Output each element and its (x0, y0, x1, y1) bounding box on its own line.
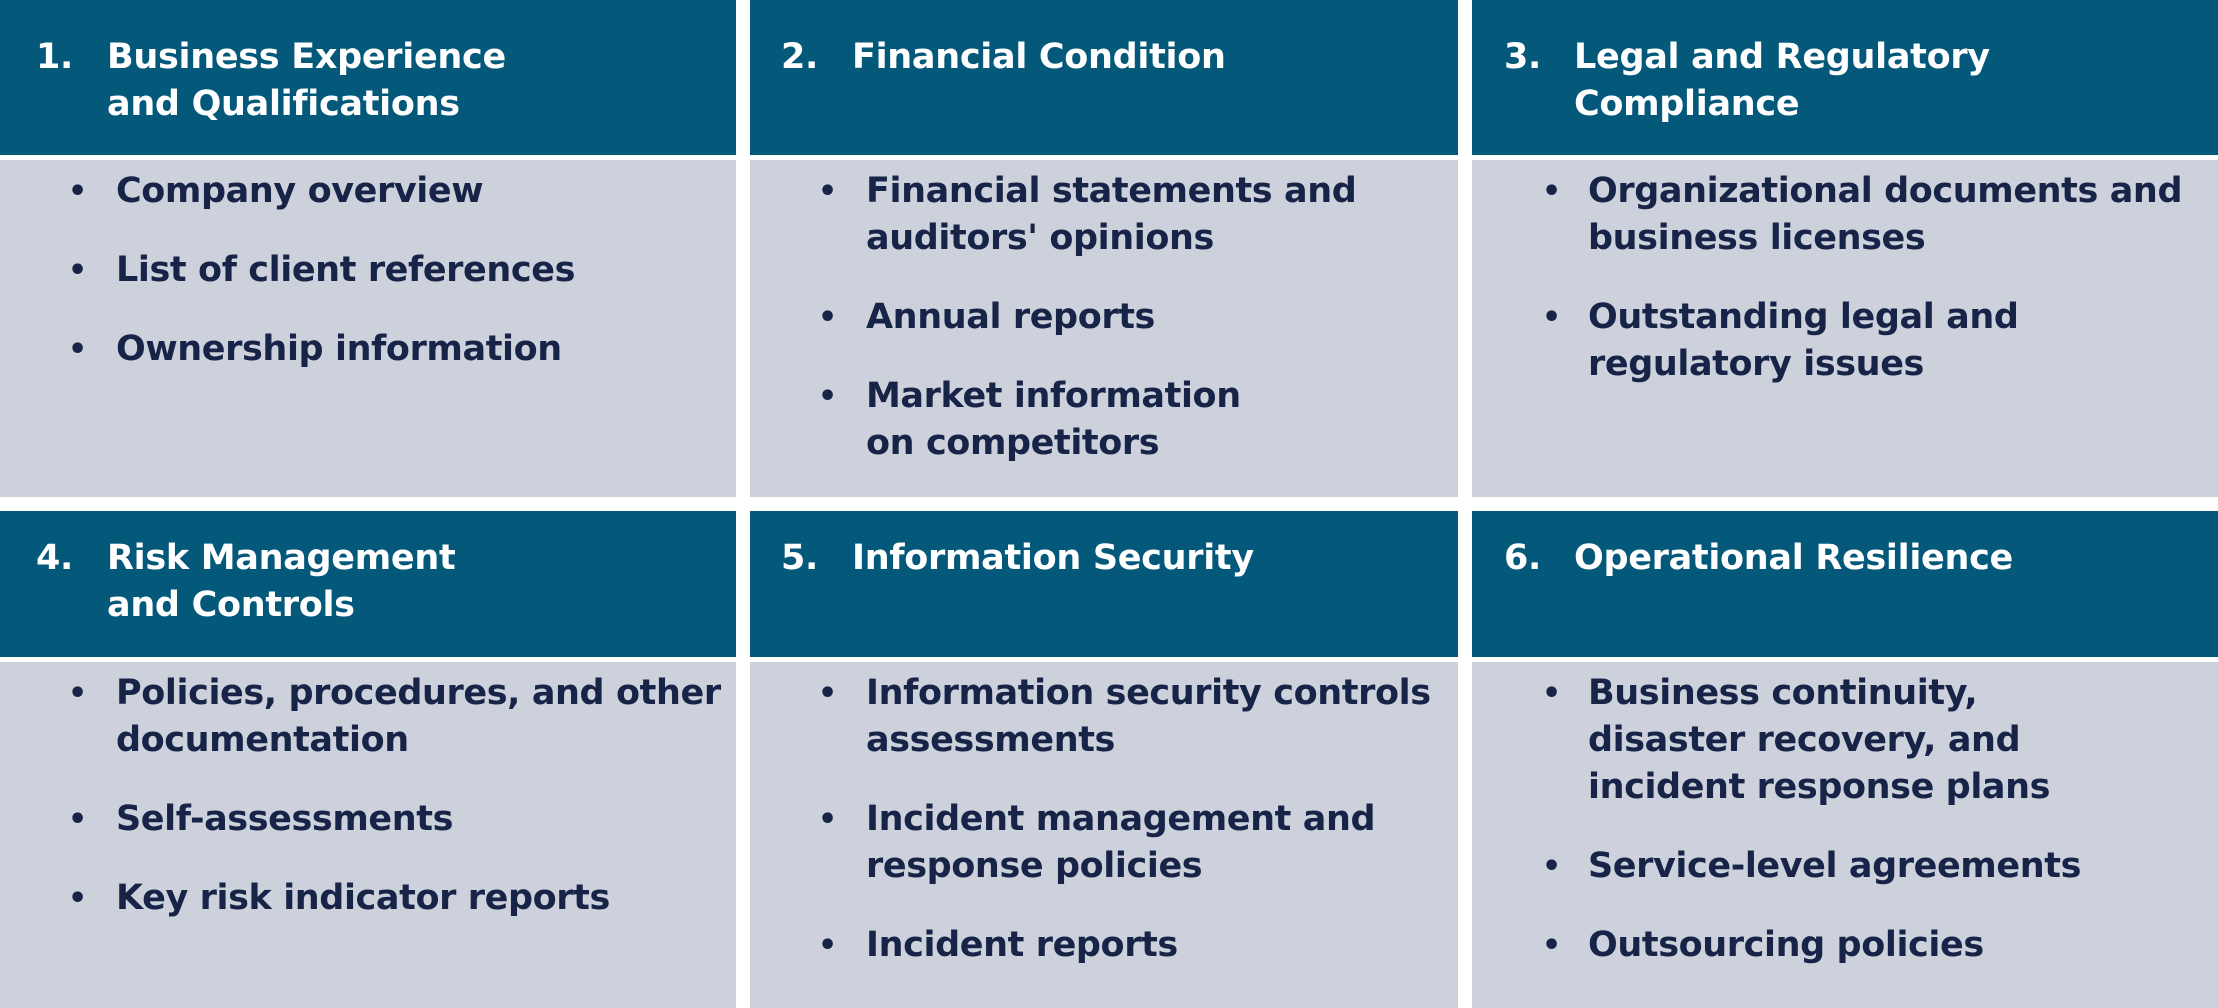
list-item (1472, 168, 2218, 262)
category-body (0, 662, 736, 1008)
bullet-icon: • (68, 174, 87, 209)
category-title: Business Experience and Qualifications (107, 37, 506, 124)
bullet-icon: • (818, 379, 837, 414)
category-card-risk-management (0, 511, 736, 1008)
bullet-icon: • (68, 253, 87, 288)
list-item-text: Policies, procedures, and other documentation (116, 673, 721, 760)
category-card-legal-regulatory (1472, 0, 2218, 497)
category-title: Legal and Regulatory Compliance (1574, 37, 1990, 124)
category-header (750, 511, 1458, 657)
bullet-icon: • (1542, 928, 1561, 963)
category-card-business-experience (0, 0, 736, 497)
category-header (1472, 0, 2218, 155)
bullet-icon: • (68, 802, 87, 837)
list-item-text: Outstanding legal and regulatory issues (1588, 297, 2019, 384)
bullet-icon: • (1542, 300, 1561, 335)
category-title: Risk Management and Controls (107, 538, 456, 625)
list-item (750, 373, 1458, 467)
bullet-icon: • (818, 174, 837, 209)
bullet-icon: • (818, 928, 837, 963)
list-item (750, 168, 1458, 262)
category-header (1472, 511, 2218, 657)
bullet-icon: • (1542, 849, 1561, 884)
category-body (0, 160, 736, 497)
bullet-icon: • (818, 676, 837, 711)
category-number: 6. (1504, 538, 1542, 578)
category-number: 5. (781, 538, 819, 578)
list-item (750, 294, 1458, 341)
category-title: Information Security (852, 538, 1254, 578)
category-title: Financial Condition (852, 37, 1226, 77)
bullet-icon: • (68, 676, 87, 711)
category-header (750, 0, 1458, 155)
list-item-text: Financial statements and auditors' opinions (866, 171, 1357, 258)
list-item-text: Information security controls assessments (866, 673, 1431, 760)
bullet-icon: • (818, 802, 837, 837)
list-item-text: Key risk indicator reports (116, 878, 610, 918)
category-card-financial-condition (750, 0, 1458, 497)
category-number: 2. (781, 37, 819, 77)
list-item (0, 670, 736, 764)
category-body (1472, 160, 2218, 497)
list-item-text: List of client references (116, 250, 576, 290)
list-item (1472, 843, 2218, 890)
bullet-icon: • (1542, 174, 1561, 209)
list-item (0, 875, 736, 922)
category-number: 1. (36, 37, 74, 77)
bullet-icon: • (68, 881, 87, 916)
list-item (750, 922, 1458, 969)
list-item-text: Organizational documents and business licenses (1588, 171, 2183, 258)
category-header (0, 0, 736, 155)
list-item-text: Company overview (116, 171, 484, 211)
list-item (0, 168, 736, 215)
list-item-text: Service-level agreements (1588, 846, 2081, 886)
list-item (0, 247, 736, 294)
bullet-icon: • (818, 300, 837, 335)
list-item (0, 796, 736, 843)
list-item-text: Incident management and response policies (866, 799, 1376, 886)
list-item (750, 670, 1458, 764)
category-header (0, 511, 736, 657)
list-item-text: Market information on competitors (866, 376, 1241, 463)
list-item-text: Self-assessments (116, 799, 454, 839)
list-item-text: Outsourcing policies (1588, 925, 1984, 965)
category-number: 3. (1504, 37, 1542, 77)
list-item (1472, 670, 2218, 811)
category-card-operational-resilience (1472, 511, 2218, 1008)
list-item-text: Business continuity, disaster recovery, and incident response plans (1588, 673, 2051, 807)
category-body (750, 662, 1458, 1008)
list-item (0, 326, 736, 373)
list-item (750, 796, 1458, 890)
list-item (1472, 294, 2218, 388)
list-item-text: Incident reports (866, 925, 1178, 965)
category-title: Operational Resilience (1574, 538, 2013, 578)
list-item (1472, 922, 2218, 969)
category-body (1472, 662, 2218, 1008)
category-card-information-security (750, 511, 1458, 1008)
list-item-text: Annual reports (866, 297, 1155, 337)
bullet-icon: • (68, 332, 87, 367)
category-body (750, 160, 1458, 497)
category-number: 4. (36, 538, 74, 578)
list-item-text: Ownership information (116, 329, 562, 369)
bullet-icon: • (1542, 676, 1561, 711)
